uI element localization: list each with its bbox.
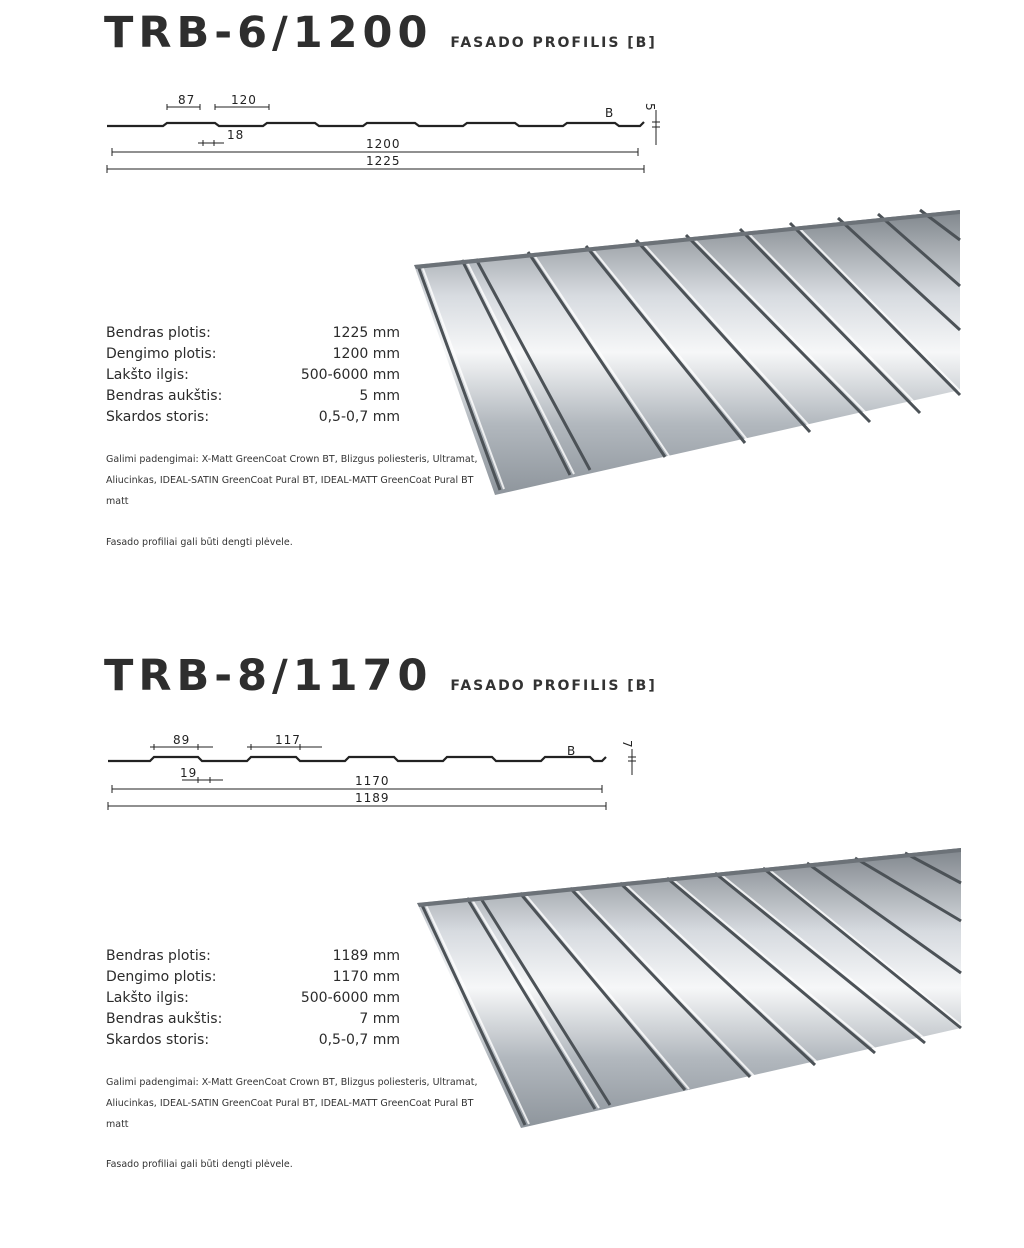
spec-row xyxy=(106,967,400,988)
model-subtitle: FASADO PROFILIS [B] xyxy=(450,35,657,51)
spec-value: 500-6000 mm xyxy=(300,990,400,1006)
spec-value: 0,5-0,7 mm xyxy=(318,409,400,425)
spec-value: 1170 mm xyxy=(332,969,400,985)
product-trb-6-1200 xyxy=(0,0,1024,605)
profile-cross-section-diagram xyxy=(0,643,1024,823)
model-name: TRB-8/1170 xyxy=(104,651,433,701)
spec-value: 0,5-0,7 mm xyxy=(318,1032,400,1048)
model-subtitle: FASADO PROFILIS [B] xyxy=(450,678,657,694)
spec-label: Bendras plotis: xyxy=(106,325,211,341)
dim-label-height: 5 xyxy=(643,103,657,112)
profile-line xyxy=(108,757,606,761)
spec-row xyxy=(106,344,400,365)
dim-label-total-width: 1189 xyxy=(355,791,390,805)
spec-value: 1189 mm xyxy=(332,948,400,964)
dim-label-rib-bottom: 18 xyxy=(227,128,245,142)
spec-label: Skardos storis: xyxy=(106,409,210,425)
spec-row xyxy=(106,365,400,386)
model-name: TRB-6/1200 xyxy=(104,8,433,58)
profile-cross-section-diagram xyxy=(0,0,1024,190)
dim-label-pitch: 120 xyxy=(231,93,257,107)
dim-label-height: 7 xyxy=(620,740,634,749)
spec-row xyxy=(106,946,400,967)
dim-label-pitch: 117 xyxy=(275,733,301,747)
coatings-note: Galimi padengimai: X-Matt GreenCoat Crown BT, Blizgus poliesteris, Ultramat, Aliucinkas, IDEAL-SATIN GreenCoat Pural BT, IDEAL-MATT GreenCoat Pural BT matt xyxy=(106,1077,478,1130)
spec-table xyxy=(106,323,400,428)
spec-value: 5 mm xyxy=(359,388,400,404)
spec-row xyxy=(106,1009,400,1030)
dim-label-rib-bottom: 19 xyxy=(180,766,198,780)
dim-label-cover-width: 1200 xyxy=(366,137,401,151)
dim-label-cover-width: 1170 xyxy=(355,774,390,788)
spec-row xyxy=(106,988,400,1009)
spec-label: Dengimo plotis: xyxy=(106,969,217,985)
spec-row xyxy=(106,386,400,407)
spec-label: Bendras aukštis: xyxy=(106,1011,223,1027)
coatings-note: Galimi padengimai: X-Matt GreenCoat Crown BT, Blizgus poliesteris, Ultramat, Aliucinkas, IDEAL-SATIN GreenCoat Pural BT, IDEAL-MATT GreenCoat Pural BT matt xyxy=(106,454,478,507)
spec-row xyxy=(106,407,400,428)
spec-value: 1200 mm xyxy=(332,346,400,362)
spec-label: Bendras aukštis: xyxy=(106,388,223,404)
spec-row xyxy=(106,323,400,344)
profile-line xyxy=(107,122,644,126)
product-trb-8-1170 xyxy=(0,643,1024,1248)
dim-label-rib-top: 89 xyxy=(173,733,191,747)
film-note: Fasado profiliai gali būti dengti plėvele. xyxy=(106,537,293,548)
spec-label: Lakšto ilgis: xyxy=(106,990,189,1006)
spec-row xyxy=(106,1030,400,1051)
spec-label: Skardos storis: xyxy=(106,1032,210,1048)
spec-value: 1225 mm xyxy=(332,325,400,341)
spec-label: Dengimo plotis: xyxy=(106,346,217,362)
spec-label: Bendras plotis: xyxy=(106,948,211,964)
dim-label-rib-top: 87 xyxy=(178,93,196,107)
side-marker: B xyxy=(567,744,577,758)
spec-label: Lakšto ilgis: xyxy=(106,367,189,383)
spec-value: 7 mm xyxy=(359,1011,400,1027)
side-marker: B xyxy=(605,106,615,120)
spec-table xyxy=(106,946,400,1051)
sheet-rendering-image xyxy=(405,843,970,1133)
dim-label-total-width: 1225 xyxy=(366,154,401,168)
film-note: Fasado profiliai gali būti dengti plėvele. xyxy=(106,1159,293,1170)
spec-value: 500-6000 mm xyxy=(300,367,400,383)
